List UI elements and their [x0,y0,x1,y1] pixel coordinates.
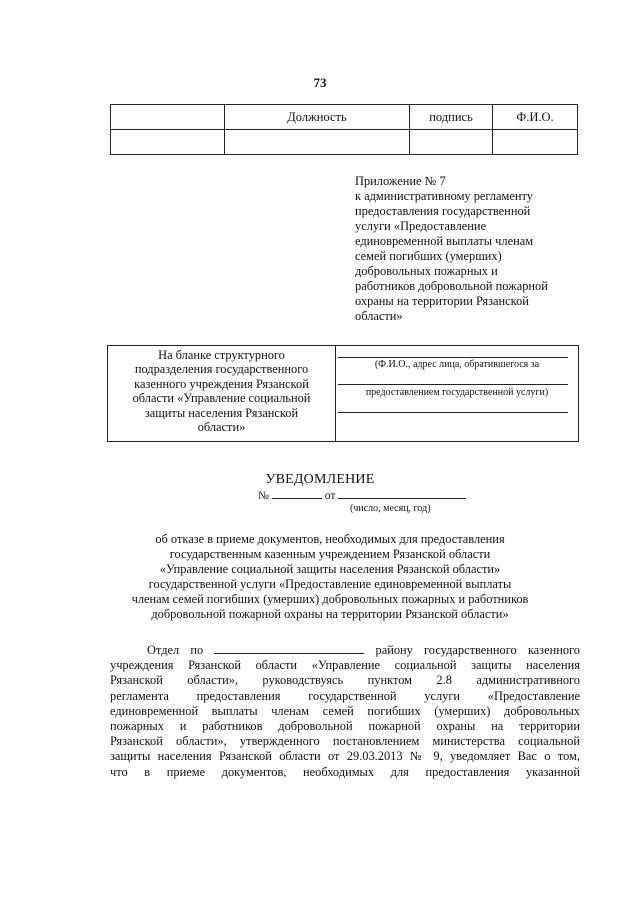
appendix-line: к административному регламенту [355,189,533,203]
appendix-line: охраны на территории Рязанской [355,294,529,308]
body-line: регламента предоставления государственной услуги «Предоставление [110,688,580,703]
appendix-line: услуги «Предоставление [355,219,487,233]
signature-cell-empty [111,130,225,155]
position-header: Должность [225,105,410,130]
appendix-line: Приложение № 7 [355,174,446,188]
body-suffix: району государственного казенного [375,643,580,657]
appendix-line: единовременной выплаты членам [355,234,534,248]
date-label: от [324,490,336,502]
appendix-note [355,174,580,324]
recipient-line [338,384,568,385]
recipient-caption-2: предоставлением государственной услуги) [365,387,549,398]
notice-number-line [258,488,466,502]
page-number: 73 [313,75,327,90]
signature-table [110,104,578,155]
letterhead-line: На бланке структурного [158,348,285,362]
subject-line: «Управление социальной защиты населения Рязанской области» [159,562,501,576]
district-blank [214,643,364,654]
signature-cell-empty [410,130,493,155]
subject-line: государственной услуги «Предоставление единовременной выплаты [148,577,512,591]
letterhead-line: защиты населения Рязанской [144,405,299,420]
subject-line: членам семей погибших (умерших) добровольных пожарных и работников [131,592,529,606]
signature-table-header-row [111,105,578,130]
number-label: № [258,490,269,502]
letterhead-line: области» [197,420,246,435]
subject-line: государственным казенным учреждением Рязанской области [169,547,491,561]
signature-header: подпись [410,105,493,130]
letterhead-box [107,345,579,442]
appendix-line: добровольных пожарных и [355,264,498,278]
recipient-block [336,346,578,441]
letterhead-line: области «Управление социальной [132,391,311,406]
notice-title: УВЕДОМЛЕНИЕ [265,472,375,487]
appendix-line: семей погибших (умерших) [355,249,502,263]
body-line: защиты населения Рязанской области от 29.03.2013 № 9, уведомляет Вас о том, [110,749,580,764]
recipient-line [338,357,568,358]
recipient-line [338,412,568,413]
body-line: учреждения Рязанской области «Управление социальной защиты населения [110,658,580,673]
date-blank [338,488,466,499]
appendix-line: предоставления государственной [355,204,531,218]
subject-line: об отказе в приеме документов, необходимых для предоставления [155,532,505,546]
body-line: единовременной выплаты членам семей погибших (умерших) добровольных [110,703,580,718]
body-line: Рязанской области», утвержденного постановлением министерства социальной [110,734,580,749]
full-name-header: Ф.И.О. [493,105,578,130]
signature-table-empty-row [111,130,578,155]
date-caption: (число, месяц, год) [350,503,431,514]
appendix-line: работников добровольной пожарной [355,279,548,293]
signature-cell-empty [493,130,578,155]
number-blank [272,488,322,499]
notice-subject [90,532,570,622]
body-line: пожарных и работников добровольной пожарной охраны на территории [110,719,580,734]
body-line: что в приеме документов, необходимых для предоставления указанной [110,764,580,779]
letterhead-text [108,346,336,441]
notice-body [110,643,580,780]
body-line: Рязанской области», руководствуясь пунктом 2.8 административного [110,673,580,688]
signature-cell-blank [111,105,225,130]
letterhead-line: казенного учреждения Рязанской [134,376,309,391]
letterhead-line: подразделения государственного [134,362,309,377]
body-prefix: Отдел по [147,643,204,657]
signature-cell-empty [225,130,410,155]
recipient-caption-1: (Ф.И.О., адрес лица, обратившегося за [374,359,540,370]
subject-line: добровольной пожарной охраны на территории Рязанской области» [151,607,509,621]
body-first-line [110,643,580,658]
appendix-line: области» [355,309,403,323]
